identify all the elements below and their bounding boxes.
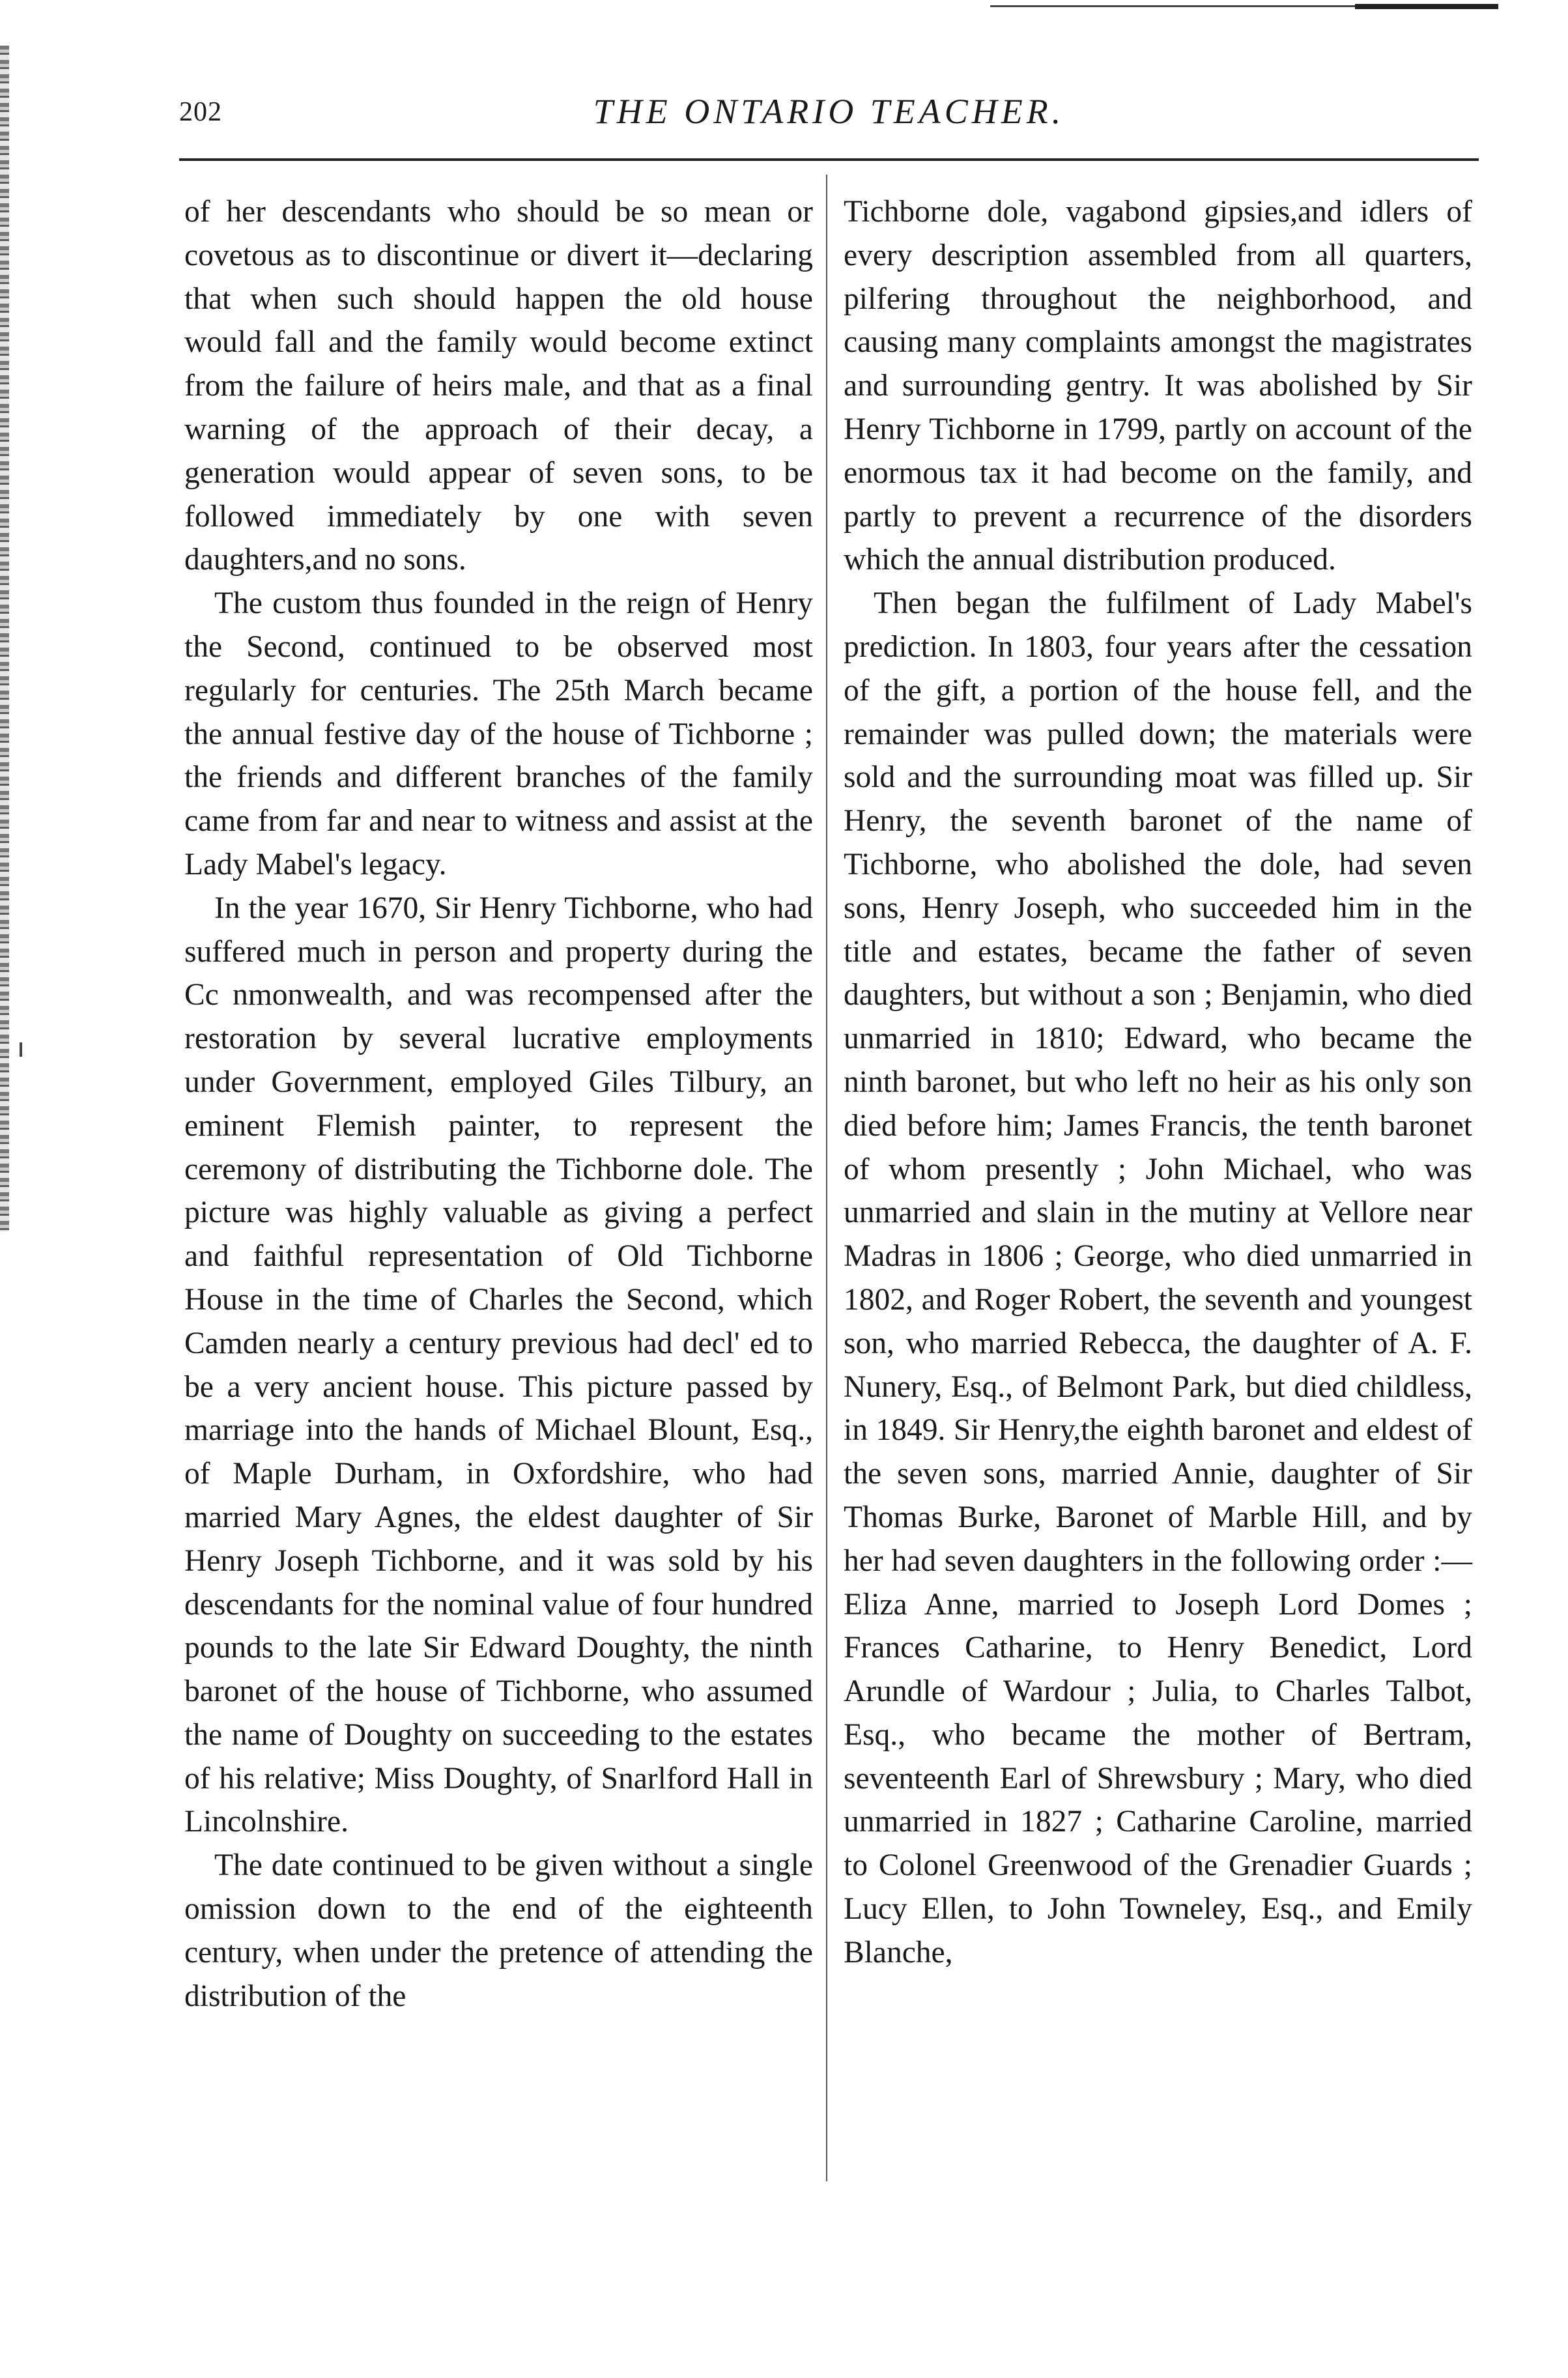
left-paragraph-3: In the year 1670, Sir Henry Tichborne, who had suffered much in person and property during the Cc nmonwealth, and was recompensed after the restoration by several lucrative employments under Government, employed Giles Tilbury, an eminent Flemish painter, to represent the ceremony of distributing the Tichborne dole. The picture was highly valuable as giving a perfect and faithful representation of Old Tichborne House in the time of Charles the Second, which Camden nearly a century previous had decl' ed to be a very ancient house. This picture passed by marriage into the hands of Michael Blount, Esq., of Maple Durham, in Oxfordshire, who had married Mary Agnes, the eldest daughter of Sir Henry Joseph Tichborne, and it was sold by his descendants for the nominal value of four hundred pounds to the late Sir Edward Doughty, the ninth baronet of the house of Tichborne, who assumed the name of Doughty on succeeding to the estates of his relative; Miss Doughty, of Snarlford Hall in Lincolnshire. (184, 891, 813, 1839)
right-column (844, 190, 1472, 1975)
left-paragraph-1: of her descendants who should be so mean or covetous as to discontinue or divert it—declaring that when such should happen the old house would fall and the family would become extinct from the failure of heirs male, and that as a final warning of the approach of their decay, a generation would appear of seven sons, to be followed immediately by one with seven daughters,and no sons. (184, 195, 813, 577)
page-number: 202 (179, 97, 222, 127)
header-rule (179, 158, 1479, 161)
binding-mark (20, 1042, 22, 1057)
left-paragraph-4: The date continued to be given without a single omission down to the end of the eighteenth century, when under the pretence of attending the distribution of the (184, 1848, 813, 2013)
right-paragraph-1: Tichborne dole, vagabond gipsies,and idlers of every description assembled from all quarters, pilfering throughout the neighborhood, and causing many complaints amongst the magistrates and surrounding gentry. It was abolished by Sir Henry Tichborne in 1799, partly on account of the enormous tax it had become on the family, and partly to prevent a recurrence of the disorders which the annual distribution produced. (844, 195, 1472, 577)
left-paragraph-2: The custom thus founded in the reign of Henry the Second, continued to be observed most regularly for centuries. The 25th March became the annual festive day of the house of Tichborne ; the friends and different branches of the family came from far and near to witness and assist at the Lady Mabel's legacy. (184, 586, 813, 881)
right-paragraph-2: Then began the fulfilment of Lady Mabel's prediction. In 1803, four years after the cessation of the gift, a portion of the house fell, and the remainder was pulled down; the materials were sold and the surrounding moat was filled up. Sir Henry, the seventh baronet of the name of Tichborne, who abolished the dole, had seven sons, Henry Joseph, who succeeded him in the title and estates, became the father of seven daughters, but without a son ; Benjamin, who died unmarried in 1810; Edward, who became the ninth baronet, but who left no heir as his only son died before him; James Francis, the tenth baronet of whom presently ; John Michael, who was unmarried and slain in the mutiny at Vellore near Madras in 1806 ; George, who died unmarried in 1802, and Roger Robert, the seventh and youngest son, who married Rebecca, the daughter of A. F. Nunery, Esq., of Belmont Park, but died childless, in 1849. Sir Henry,the eighth baronet and eldest of the seven sons, married Annie, daughter of Sir Thomas Burke, Baronet of Marble Hill, and by her had seven daughters in the following order :—Eliza Anne, married to Joseph Lord Domes ; Frances Catharine, to Henry Benedict, Lord Arundle of Wardour ; Julia, to Charles Talbot, Esq., who became the mother of Bertram, seventeenth Earl of Shrewsbury ; Mary, who died unmarried in 1827 ; Catharine Caroline, married to Colonel Greenwood of the Grenadier Guards ; Lucy Ellen, to John Towneley, Esq., and Emily Blanche, (844, 586, 1472, 1970)
binding-edge (0, 46, 9, 1231)
left-column (184, 190, 813, 2018)
running-head (179, 91, 1479, 137)
column-divider (826, 175, 827, 2181)
journal-title: THE ONTARIO TEACHER. (593, 92, 1065, 131)
scan-top-mark (1355, 4, 1498, 9)
